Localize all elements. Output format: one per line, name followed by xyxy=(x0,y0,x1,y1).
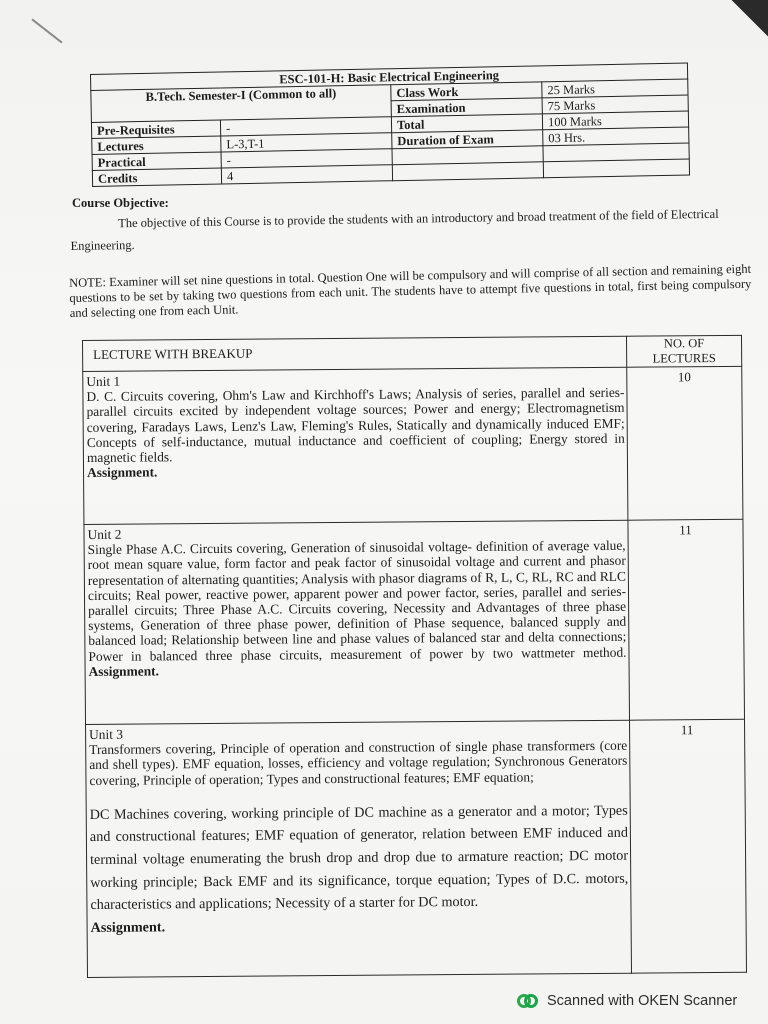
course-header-table xyxy=(90,63,690,187)
scanner-watermark xyxy=(517,991,737,1011)
unit-text-part2 xyxy=(90,800,629,940)
unit-cell xyxy=(84,520,630,724)
course-subtitle: B.Tech. Semester-I (Common to all) xyxy=(91,85,392,123)
header-field: Examination xyxy=(391,98,542,117)
objective-text: The objective of this Course is to provide the students with an introductory and broad treatment of the field of Electrical Engineering. xyxy=(70,206,719,253)
header-field: Duration of Exam xyxy=(392,130,543,149)
lecture-count: 11 xyxy=(628,519,745,720)
header-field: Total xyxy=(391,114,542,133)
pen-mark xyxy=(31,19,62,44)
scanner-text: Scanned with OKEN Scanner xyxy=(547,993,738,1009)
oken-scanner-logo-icon xyxy=(517,991,537,1011)
header-label: Pre-Requisites xyxy=(91,120,220,138)
unit-cell xyxy=(86,720,632,977)
header-marks: 75 Marks xyxy=(542,95,688,114)
unit-title: Unit 2 xyxy=(87,526,122,542)
header-marks: 100 Marks xyxy=(542,111,688,130)
page-corner-shadow xyxy=(728,0,768,40)
col-lecture-header: LECTURE WITH BREAKUP xyxy=(83,336,627,371)
table-row xyxy=(83,366,743,524)
header-value: L-3,T-1 xyxy=(221,133,392,152)
unit-text: Single Phase A.C. Circuits covering, Generation of sinusoidal voltage- definition of average value, root mean square value, form factor and peak factor of sinusoidal voltage and current and phasor representation of alternating quantities; Analysis with phasor diagrams of R, L, C, RL, RC and RLC circuits; Real power, reactive power, apparent power and power factor, series, parallel and series- parallel circuits; Three Phase A.C. Circuits covering, Necessity and Advantages of three phase systems, Generation of three phase power, definition of Phase sequence, balanced supply and balanced load; Relationship between line and phase values of balanced star and delta connections; Power in balanced three phase circuits, measurement of power by two wattmeter method. xyxy=(87,537,627,664)
unit-cell xyxy=(83,367,628,524)
header-label: Practical xyxy=(92,152,221,170)
assignment-label: Assignment. xyxy=(90,919,166,936)
header-value: 4 xyxy=(221,165,392,184)
table-row xyxy=(86,719,747,977)
unit-title: Unit 1 xyxy=(86,373,121,389)
header-marks xyxy=(543,159,689,178)
unit-text: Transformers covering, Principle of operation and construction of single phase transformers (core and shell types). EMF equation, losses, efficiency and voltage regulation; Synchronous Generators covering, Principle of operation; Types and constructional features; EMF equation; xyxy=(89,737,628,788)
header-value: - xyxy=(221,149,392,168)
assignment-label: Assignment. xyxy=(88,663,159,679)
header-field: Class Work xyxy=(391,82,542,101)
syllabus-table xyxy=(82,335,747,978)
col-lectures-count-header: NO. OF LECTURES xyxy=(626,335,741,367)
unit-text: D. C. Circuits covering, Ohm's Law and Kirchhoff's Laws; Analysis of series, parallel and series-parallel circuits excited by independent voltage sources; Power and energy; Electromagnetism covering, Faradays Laws, Lenz's Law, Fleming's Rules, Statically and dynamically induced EMF; Concepts of self-inductance, mutual inductance and coefficient of coupling; Energy stored in magnetic fields. xyxy=(86,384,625,465)
assignment-label: Assignment. xyxy=(86,464,158,481)
exam-note: NOTE: Examiner will set nine questions in total. Question One will be compulsory and will comprise of all section and remaining eight questions to be set by taking two questions from each unit. The students have to attempt five questions in total, first being compulsory and selecting one from each Unit. xyxy=(69,261,752,320)
lecture-count: 11 xyxy=(630,719,747,973)
lecture-count: 10 xyxy=(627,366,743,520)
header-label: Lectures xyxy=(92,136,221,154)
unit-title: Unit 3 xyxy=(89,726,124,742)
header-label: Credits xyxy=(92,168,221,186)
table-row xyxy=(84,519,745,724)
header-marks: 03 Hrs. xyxy=(543,127,689,146)
course-title: ESC-101-H: Basic Electrical Engineering xyxy=(91,63,688,90)
header-marks: 25 Marks xyxy=(542,79,688,98)
header-value: - xyxy=(220,117,391,136)
unit-text-dc-machines: DC Machines covering, working principle of DC machine as a generator and a motor; Types and constructional features; EMF equation of generator, relation between EMF induced and terminal voltage enumerating the brush drop and drop due to armature reaction; DC motor working principle; Back EMF and its significance, torque equation; Types of D.C. motors, characteristics and applications; Necessity of a starter for DC motor. xyxy=(89,802,629,914)
header-field xyxy=(392,162,543,181)
objective-heading: Course Objective: xyxy=(72,196,169,210)
